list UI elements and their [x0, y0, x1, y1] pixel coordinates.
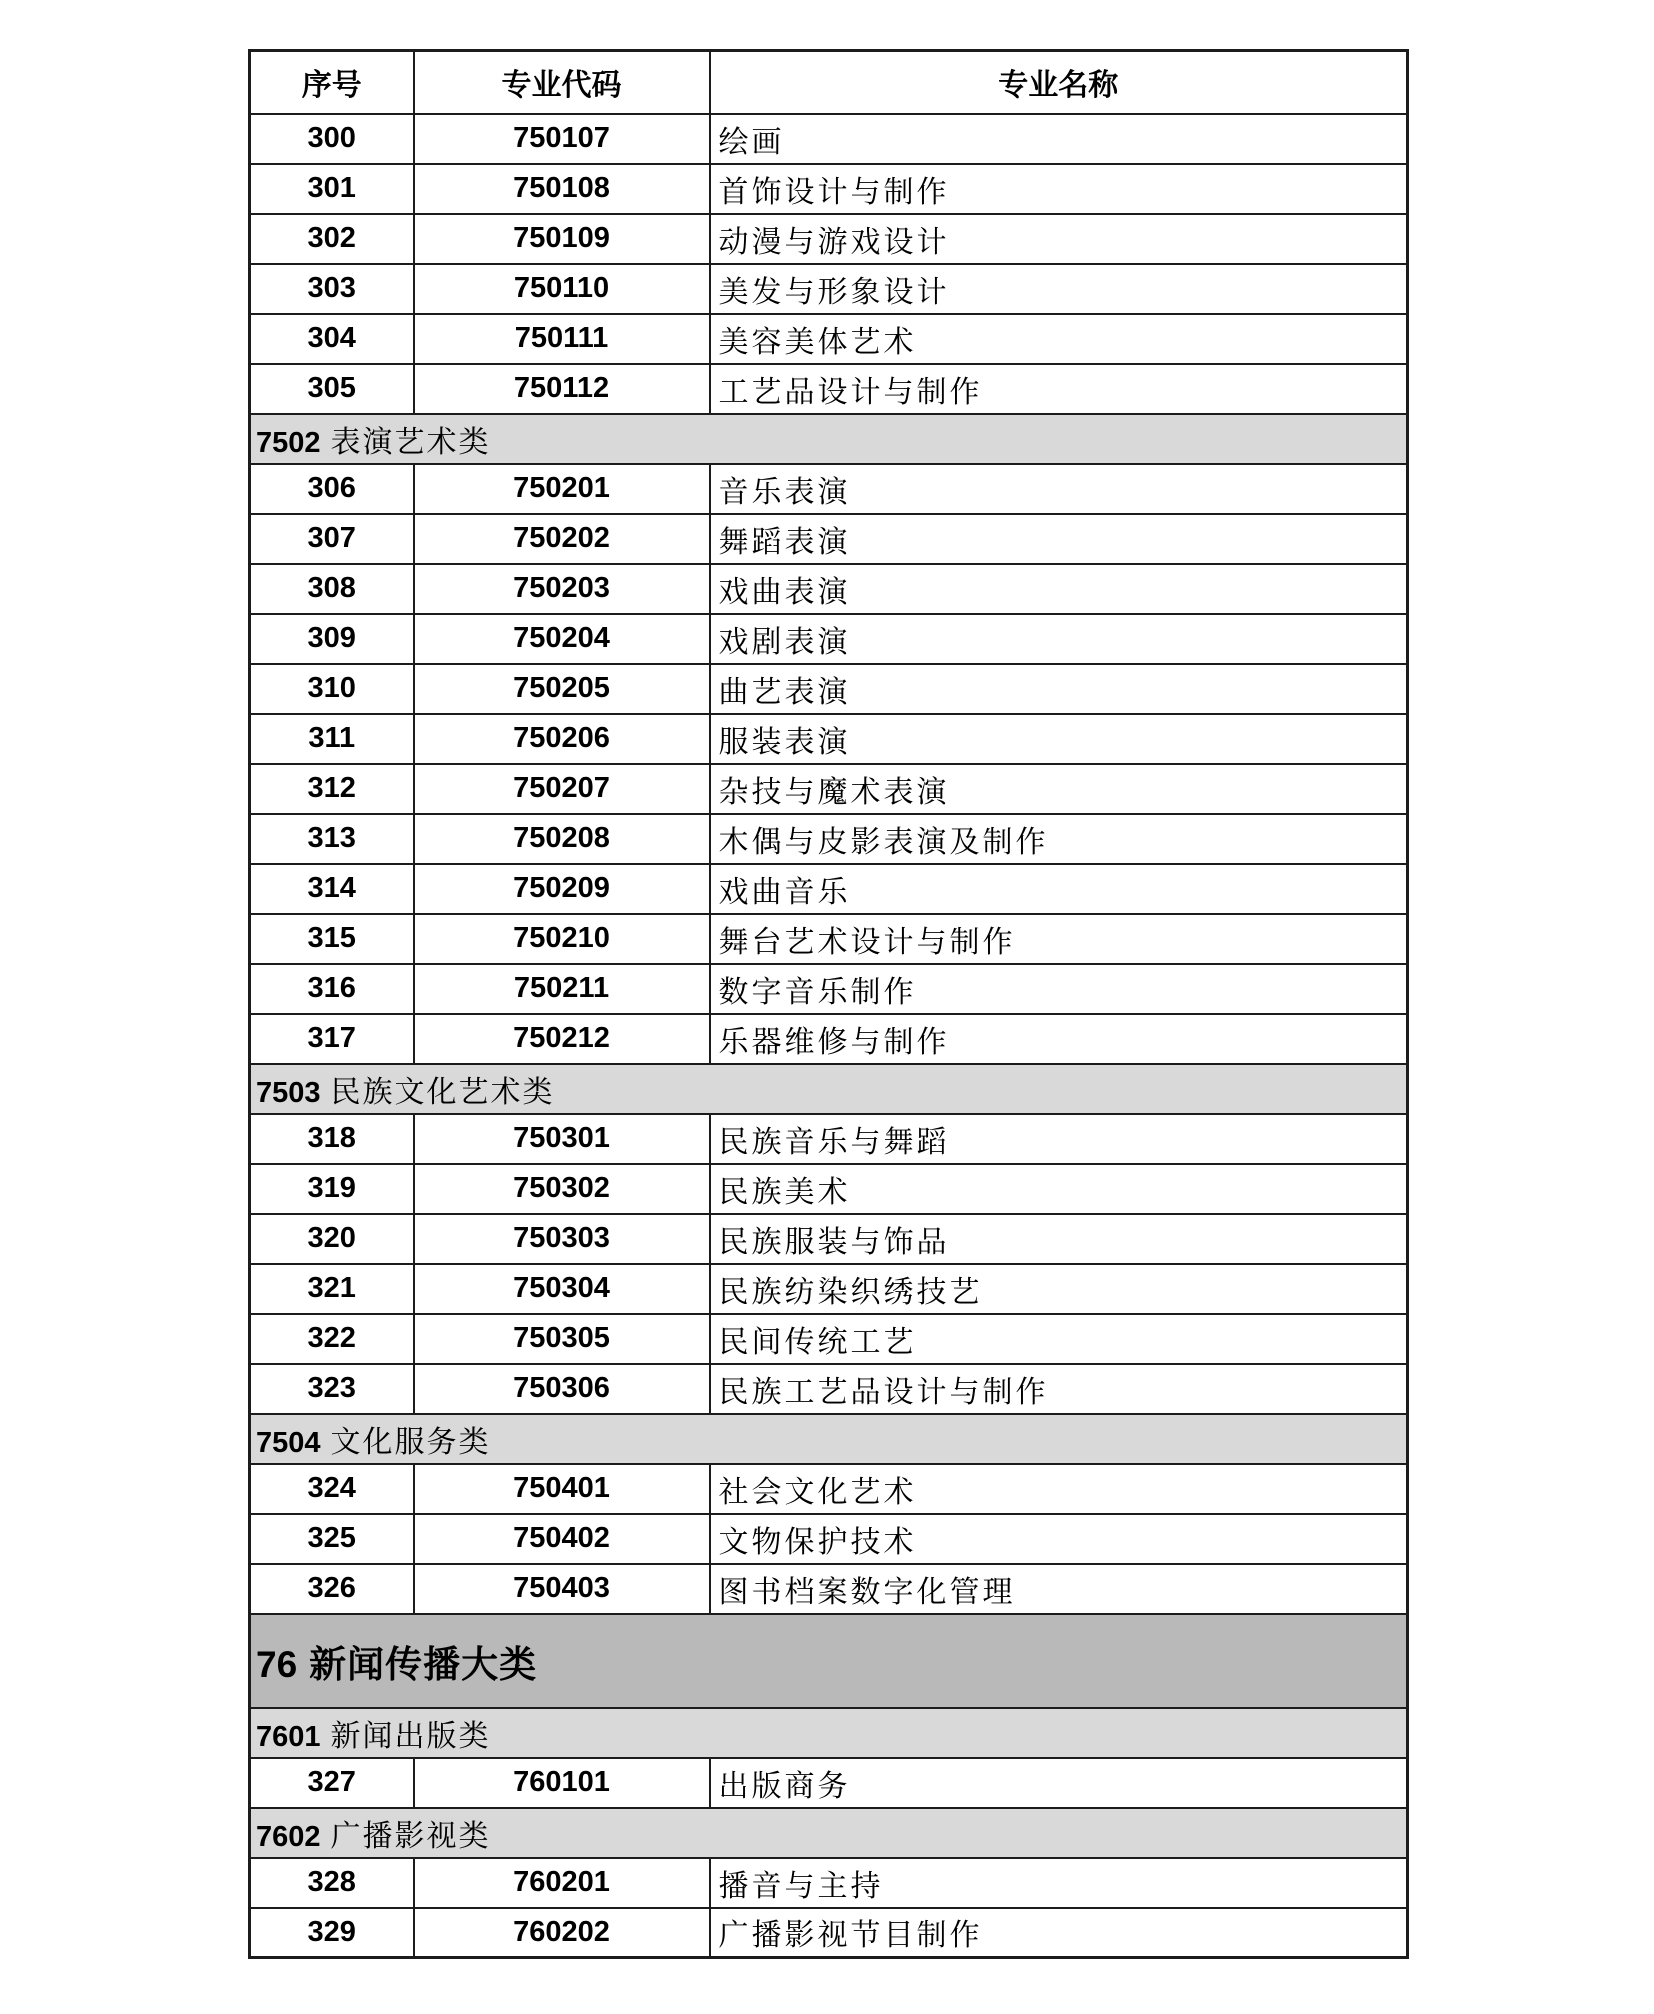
major-section-row — [250, 1614, 1408, 1708]
table-row — [250, 664, 1408, 714]
cell-seq: 305 — [250, 364, 414, 414]
cell-name: 曲艺表演 — [710, 664, 1408, 714]
table-row — [250, 464, 1408, 514]
major-section-code: 76 — [256, 1643, 298, 1685]
cell-name: 民族音乐与舞蹈 — [710, 1114, 1408, 1164]
table-row — [250, 1264, 1408, 1314]
cell-code: 750108 — [414, 164, 710, 214]
cell-name: 木偶与皮影表演及制作 — [710, 814, 1408, 864]
section-row — [250, 1064, 1408, 1114]
cell-name: 民间传统工艺 — [710, 1314, 1408, 1364]
cell-code: 760202 — [414, 1908, 710, 1958]
cell-seq: 317 — [250, 1014, 414, 1064]
cell-code: 750211 — [414, 964, 710, 1014]
cell-seq: 323 — [250, 1364, 414, 1414]
cell-code: 750201 — [414, 464, 710, 514]
table-row — [250, 1014, 1408, 1064]
cell-name: 出版商务 — [710, 1758, 1408, 1808]
cell-code: 750202 — [414, 514, 710, 564]
section-cell — [250, 1414, 1408, 1464]
section-row — [250, 1708, 1408, 1758]
table-row — [250, 1214, 1408, 1264]
cell-code: 750110 — [414, 264, 710, 314]
cell-name: 舞台艺术设计与制作 — [710, 914, 1408, 964]
table-row — [250, 1758, 1408, 1808]
cell-seq: 307 — [250, 514, 414, 564]
cell-name: 舞蹈表演 — [710, 514, 1408, 564]
section-name: 新闻出版类 — [330, 1719, 491, 1753]
section-code: 7602 — [256, 1820, 321, 1853]
cell-code: 750210 — [414, 914, 710, 964]
cell-seq: 321 — [250, 1264, 414, 1314]
cell-code: 750301 — [414, 1114, 710, 1164]
cell-seq: 309 — [250, 614, 414, 664]
cell-code: 750107 — [414, 114, 710, 164]
cell-code: 750209 — [414, 864, 710, 914]
table-row — [250, 214, 1408, 264]
cell-code: 750401 — [414, 1464, 710, 1514]
column-header-code: 专业代码 — [414, 51, 710, 114]
cell-seq: 324 — [250, 1464, 414, 1514]
cell-seq: 314 — [250, 864, 414, 914]
table-row — [250, 1164, 1408, 1214]
table-row — [250, 364, 1408, 414]
section-cell — [250, 414, 1408, 464]
cell-code: 750208 — [414, 814, 710, 864]
cell-name: 民族服装与饰品 — [710, 1214, 1408, 1264]
cell-seq: 303 — [250, 264, 414, 314]
cell-name: 动漫与游戏设计 — [710, 214, 1408, 264]
section-cell — [250, 1808, 1408, 1858]
cell-code: 750109 — [414, 214, 710, 264]
cell-code: 760101 — [414, 1758, 710, 1808]
cell-seq: 301 — [250, 164, 414, 214]
section-cell — [250, 1064, 1408, 1114]
section-name: 表演艺术类 — [330, 425, 491, 459]
cell-name: 美容美体艺术 — [710, 314, 1408, 364]
section-name: 民族文化艺术类 — [330, 1075, 555, 1109]
table-row — [250, 514, 1408, 564]
cell-code: 750112 — [414, 364, 710, 414]
cell-name: 社会文化艺术 — [710, 1464, 1408, 1514]
column-header-name: 专业名称 — [710, 51, 1408, 114]
table-row — [250, 1908, 1408, 1958]
table-row — [250, 1514, 1408, 1564]
cell-name: 图书档案数字化管理 — [710, 1564, 1408, 1614]
cell-seq: 316 — [250, 964, 414, 1014]
section-cell — [250, 1708, 1408, 1758]
cell-code: 760201 — [414, 1858, 710, 1908]
cell-name: 戏曲表演 — [710, 564, 1408, 614]
section-name: 广播影视类 — [330, 1819, 491, 1853]
table-row — [250, 564, 1408, 614]
table-row — [250, 1464, 1408, 1514]
section-code: 7504 — [256, 1426, 321, 1459]
major-section-cell — [250, 1614, 1408, 1708]
section-code: 7502 — [256, 426, 321, 459]
table-body — [250, 114, 1408, 1958]
section-name: 文化服务类 — [330, 1425, 491, 1459]
cell-name: 乐器维修与制作 — [710, 1014, 1408, 1064]
cell-seq: 325 — [250, 1514, 414, 1564]
cell-seq: 329 — [250, 1908, 414, 1958]
cell-name: 播音与主持 — [710, 1858, 1408, 1908]
cell-name: 文物保护技术 — [710, 1514, 1408, 1564]
cell-name: 音乐表演 — [710, 464, 1408, 514]
cell-seq: 311 — [250, 714, 414, 764]
header-row — [250, 51, 1408, 114]
table-row — [250, 614, 1408, 664]
cell-seq: 312 — [250, 764, 414, 814]
cell-code: 750111 — [414, 314, 710, 364]
cell-code: 750303 — [414, 1214, 710, 1264]
cell-name: 杂技与魔术表演 — [710, 764, 1408, 814]
cell-name: 美发与形象设计 — [710, 264, 1408, 314]
cell-code: 750305 — [414, 1314, 710, 1364]
cell-name: 民族工艺品设计与制作 — [710, 1364, 1408, 1414]
table-header — [250, 51, 1408, 114]
cell-code: 750306 — [414, 1364, 710, 1414]
table-row — [250, 1564, 1408, 1614]
cell-seq: 318 — [250, 1114, 414, 1164]
cell-seq: 328 — [250, 1858, 414, 1908]
cell-name: 绘画 — [710, 114, 1408, 164]
table-row — [250, 864, 1408, 914]
cell-name: 数字音乐制作 — [710, 964, 1408, 1014]
cell-seq: 313 — [250, 814, 414, 864]
cell-seq: 304 — [250, 314, 414, 364]
cell-seq: 322 — [250, 1314, 414, 1364]
table-row — [250, 964, 1408, 1014]
cell-seq: 320 — [250, 1214, 414, 1264]
table-row — [250, 314, 1408, 364]
section-code: 7503 — [256, 1076, 321, 1109]
cell-code: 750204 — [414, 614, 710, 664]
cell-code: 750206 — [414, 714, 710, 764]
section-row — [250, 1808, 1408, 1858]
cell-name: 民族纺染织绣技艺 — [710, 1264, 1408, 1314]
table-row — [250, 1858, 1408, 1908]
cell-seq: 302 — [250, 214, 414, 264]
cell-code: 750403 — [414, 1564, 710, 1614]
cell-code: 750304 — [414, 1264, 710, 1314]
cell-seq: 310 — [250, 664, 414, 714]
cell-seq: 308 — [250, 564, 414, 614]
cell-name: 工艺品设计与制作 — [710, 364, 1408, 414]
section-row — [250, 1414, 1408, 1464]
section-row — [250, 414, 1408, 464]
cell-code: 750203 — [414, 564, 710, 614]
cell-name: 广播影视节目制作 — [710, 1908, 1408, 1958]
cell-name: 戏曲音乐 — [710, 864, 1408, 914]
cell-code: 750207 — [414, 764, 710, 814]
cell-code: 750402 — [414, 1514, 710, 1564]
cell-name: 首饰设计与制作 — [710, 164, 1408, 214]
cell-name: 戏剧表演 — [710, 614, 1408, 664]
cell-code: 750205 — [414, 664, 710, 714]
column-header-seq: 序号 — [250, 51, 414, 114]
cell-seq: 300 — [250, 114, 414, 164]
cell-seq: 326 — [250, 1564, 414, 1614]
table-row — [250, 814, 1408, 864]
major-codes-table — [248, 49, 1409, 1959]
table-row — [250, 164, 1408, 214]
table-row — [250, 714, 1408, 764]
table-row — [250, 1314, 1408, 1364]
cell-name: 民族美术 — [710, 1164, 1408, 1214]
major-section-name: 新闻传播大类 — [309, 1643, 538, 1685]
cell-name: 服装表演 — [710, 714, 1408, 764]
table-row — [250, 1364, 1408, 1414]
table-row — [250, 114, 1408, 164]
table-row — [250, 914, 1408, 964]
table-row — [250, 264, 1408, 314]
cell-code: 750302 — [414, 1164, 710, 1214]
cell-seq: 319 — [250, 1164, 414, 1214]
cell-seq: 306 — [250, 464, 414, 514]
table-row — [250, 764, 1408, 814]
table-row — [250, 1114, 1408, 1164]
cell-seq: 327 — [250, 1758, 414, 1808]
cell-code: 750212 — [414, 1014, 710, 1064]
section-code: 7601 — [256, 1720, 321, 1753]
cell-seq: 315 — [250, 914, 414, 964]
